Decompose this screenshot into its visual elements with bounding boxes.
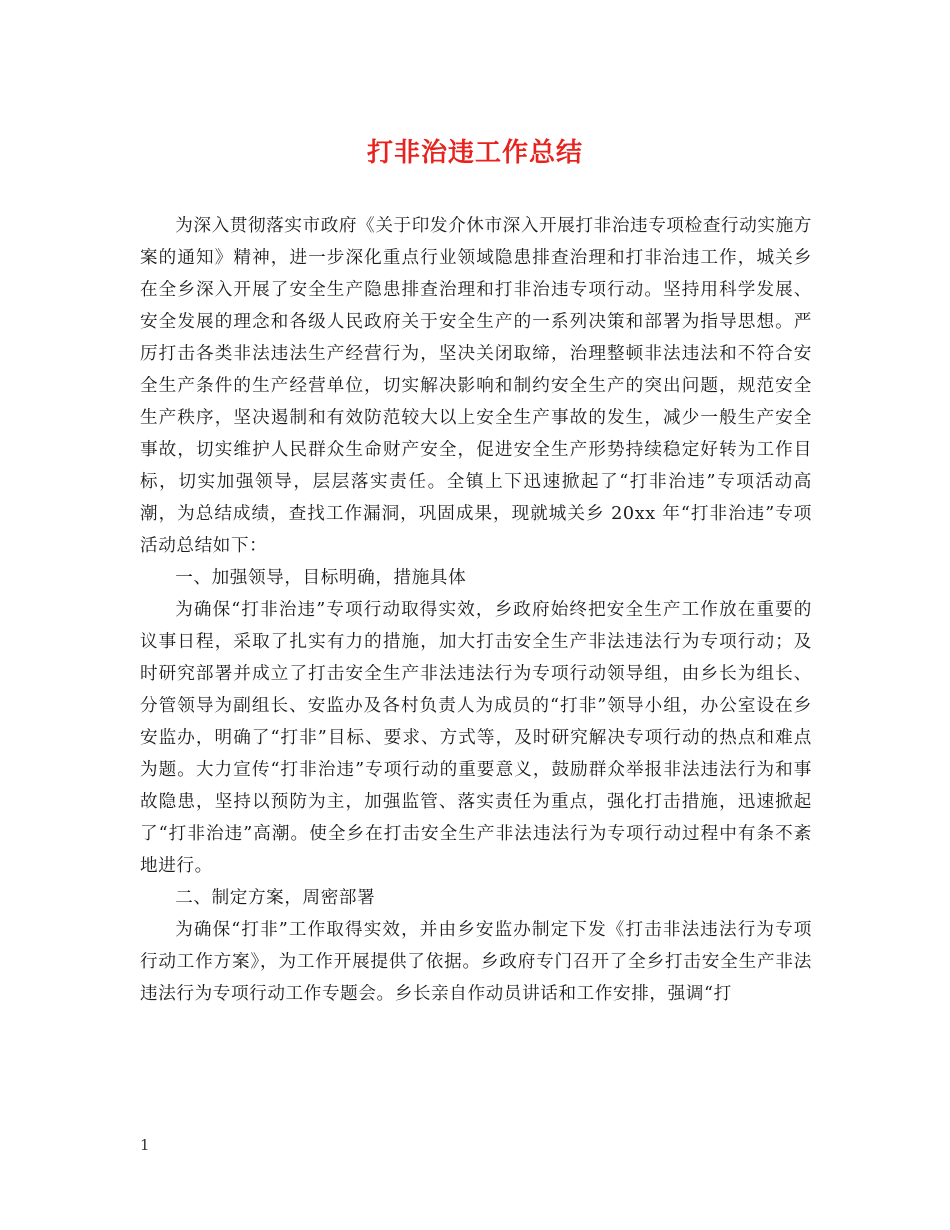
section-heading-1: 一、加强领导，目标明确，措施具体 — [175, 568, 467, 588]
section-paragraph-2: 为确保“打非”工作取得实效，并由乡安监办制定下发《打击非法违法行为专项行动工作方案》，为工作开展提供了依据。乡政府专门召开了全乡打击安全生产非法违法行为专项行动工作专题会。乡长亲自作动员讲话和工作安排，强调“打 — [140, 920, 812, 1004]
page-number: 1 — [140, 1136, 150, 1154]
document-body — [140, 210, 812, 1010]
section-paragraph-1: 为确保“打非治违”专项行动取得实效，乡政府始终把安全生产工作放在重要的议事日程，采取了扎实有力的措施，加大打击安全生产非法违法行为专项行动；及时研究部署并成立了打击安全生产非法违法行为专项行动领导组，由乡长为组长、分管领导为副组长、安监办及各村负责人为成员的“打非”领导小组，办公室设在乡安监办，明确了“打非”目标、要求、方式等，及时研究解决专项行动的热点和难点为题。大力宣传“打非治违”专项行动的重要意义，鼓励群众举报非法违法行为和事故隐患，坚持以预防为主，加强监管、落实责任为重点，强化打击措施，迅速掀起了“打非治违”高潮。使全乡在打击安全生产非法违法行为专项行动过程中有条不紊地进行。 — [140, 600, 812, 876]
intro-paragraph: 为深入贯彻落实市政府《关于印发介休市深入开展打非治违专项检查行动实施方案的通知》精神，进一步深化重点行业领域隐患排查治理和打非治违工作，城关乡在全乡深入开展了安全生产隐患排查治理和打非治违专项行动。坚持用科学发展、安全发展的理念和各级人民政府关于安全生产的一系列决策和部署为指导思想。严厉打击各类非法违法生产经营行为，坚决关闭取缔，治理整顿非法违法和不符合安全生产条件的生产经营单位，切实解决影响和制约安全生产的突出问题，规范安全生产秩序，坚决遏制和有效防范较大以上安全生产事故的发生，减少一般生产安全事故，切实维护人民群众生命财产安全，促进安全生产形势持续稳定好转为工作目标，切实加强领导，层层落实责任。全镇上下迅速掀起了“打非治违”专项活动高潮，为总结成绩，查找工作漏洞，巩固成果，现就城关乡 20xx 年“打非治违”专项活动总结如下： — [140, 216, 812, 556]
section-heading-2: 二、制定方案，周密部署 — [175, 888, 376, 908]
document-title: 打非治违工作总结 — [366, 138, 583, 168]
